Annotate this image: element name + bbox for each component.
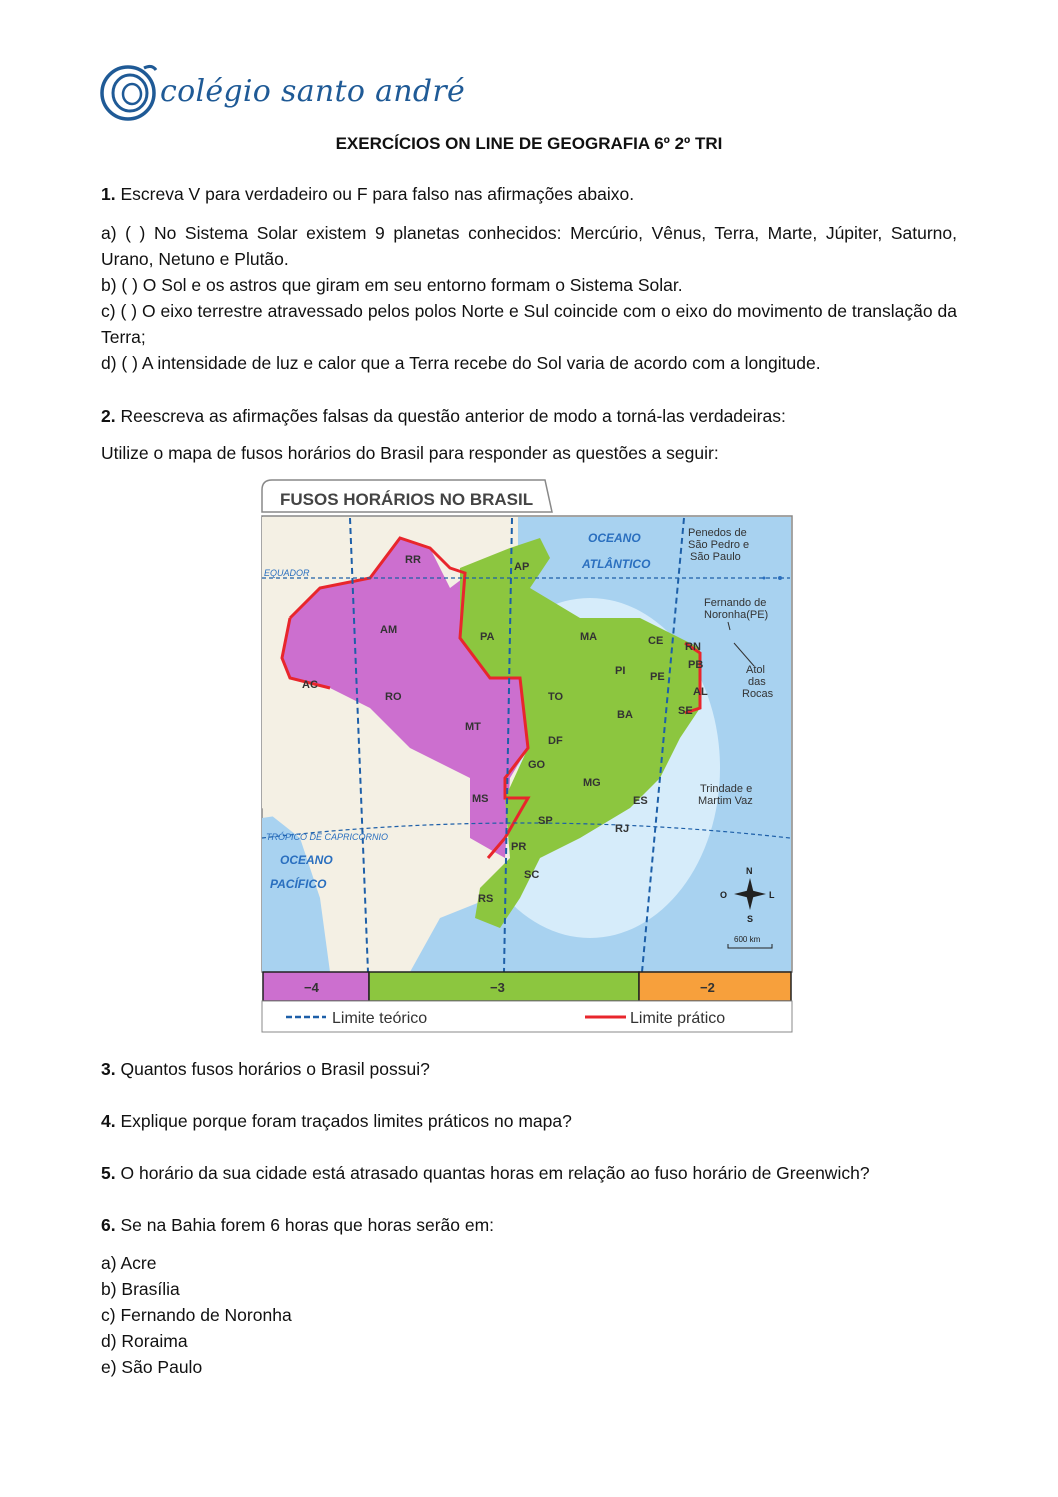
q1-item-d: d) ( ) A intensidade de luz e calor que a Terra recebe do Sol varia de acordo com a longitude. [101, 353, 821, 373]
q1-item-b: b) ( ) O Sol e os astros que giram em seu entorno formam o Sistema Solar. [101, 275, 683, 295]
state-label: RJ [615, 823, 630, 835]
state-label: ES [633, 795, 648, 807]
zone-label: −3 [490, 980, 505, 995]
q1-item-a: a) ( ) No Sistema Solar existem 9 planetas conhecidos: Mercúrio, Vênus, Terra, Marte, Júpiter, Saturno, Urano, Netuno e Plutão. [101, 223, 957, 269]
state-label: MT [465, 721, 481, 733]
state-label: AC [302, 679, 318, 691]
question-number: 6. [101, 1215, 116, 1235]
state-label: RO [385, 691, 402, 703]
question-text: Se na Bahia forem 6 horas que horas serão em: [120, 1215, 495, 1235]
state-label: AL [693, 686, 708, 698]
page-title: EXERCÍCIOS ON LINE DE GEOGRAFIA 6º 2º TRI [335, 134, 723, 153]
state-label: AM [380, 624, 398, 636]
svg-text:L: L [769, 890, 775, 900]
question-text: Reescreva as afirmações falsas da questão anterior de modo a torná-las verdadeiras: [120, 406, 786, 426]
question-2 [101, 403, 957, 429]
zone-legend-bar [263, 972, 791, 1001]
state-label: TO [548, 691, 564, 703]
question-5 [101, 1160, 957, 1186]
state-label: GO [528, 759, 546, 771]
question-text: Escreva V para verdadeiro ou F para falso nas afirmações abaixo. [120, 184, 635, 204]
question-6 [101, 1212, 957, 1238]
school-logo [100, 60, 466, 124]
ocean-label: ATLÂNTICO [582, 557, 651, 571]
state-label: PI [615, 665, 626, 677]
ocean-label: PACÍFICO [270, 877, 327, 891]
state-label: SC [524, 869, 540, 881]
question-4 [101, 1108, 957, 1134]
q6-item: d) Roraima [101, 1331, 188, 1351]
logo-swirl-icon [100, 60, 160, 124]
place-label: São Paulo [690, 551, 741, 563]
legend-theoretical: Limite teórico [332, 1010, 428, 1027]
question-number: 3. [101, 1059, 116, 1079]
svg-text:600 km: 600 km [734, 935, 761, 944]
state-label: RS [478, 893, 494, 905]
state-label: MA [580, 631, 598, 643]
state-label: MS [472, 793, 489, 805]
place-label: Noronha(PE) [704, 609, 769, 621]
state-label: PE [650, 671, 665, 683]
question-3 [101, 1056, 957, 1082]
place-label: São Pedro e [688, 539, 750, 551]
place-label: Atol [746, 664, 765, 676]
q6-item: e) São Paulo [101, 1357, 203, 1377]
state-label: RN [685, 641, 701, 653]
state-label: RR [405, 554, 421, 566]
state-label: PR [511, 841, 527, 853]
zone-label: −2 [700, 980, 715, 995]
state-label: SP [538, 815, 553, 827]
svg-text:N: N [746, 866, 753, 876]
place-label: Penedos de [688, 527, 747, 539]
legend-practical: Limite prático [630, 1010, 726, 1027]
question-number: 5. [101, 1163, 116, 1183]
state-label: MG [583, 777, 601, 789]
ocean-label: OCEANO [588, 531, 641, 545]
q6-item: c) Fernando de Noronha [101, 1305, 292, 1325]
map-title: FUSOS HORÁRIOS NO BRASIL [280, 490, 534, 509]
equator-label: EQUADOR [264, 568, 310, 578]
svg-text:S: S [747, 914, 754, 924]
question-text: Explique porque foram traçados limites práticos no mapa? [120, 1111, 572, 1131]
state-label: PB [688, 659, 704, 671]
question-number: 4. [101, 1111, 116, 1131]
place-label: Martim Vaz [698, 795, 753, 807]
state-label: CE [648, 635, 664, 647]
logo-text: colégio santo andré [160, 74, 466, 109]
question-text: O horário da sua cidade está atrasado quantas horas em relação ao fuso horário de Greenwich? [120, 1163, 870, 1183]
q1-item-c: c) ( ) O eixo terrestre atravessado pelos polos Norte e Sul coincide com o eixo do movimento de translação da Terra; [101, 301, 957, 347]
ocean-label: OCEANO [280, 853, 333, 867]
question-number: 2. [101, 406, 116, 426]
question-text: Quantos fusos horários o Brasil possui? [120, 1059, 430, 1079]
tropic-label: TRÓPICO DE CAPRICÓRNIO [266, 832, 389, 842]
place-label: Trindade e [700, 783, 753, 795]
svg-text:O: O [720, 890, 728, 900]
place-label: das [748, 676, 766, 688]
q6-item: a) Acre [101, 1253, 157, 1273]
state-label: AP [514, 561, 530, 573]
q6-item: b) Brasília [101, 1279, 180, 1299]
time-zone-map [260, 478, 794, 1034]
place-label: Fernando de [704, 597, 767, 609]
question-1 [101, 181, 957, 207]
state-label: PA [480, 631, 495, 643]
map-intro: Utilize o mapa de fusos horários do Brasil para responder as questões a seguir: [101, 443, 719, 463]
question-number: 1. [101, 184, 116, 204]
state-label: BA [617, 709, 633, 721]
place-label: Rocas [742, 688, 774, 700]
state-label: DF [548, 735, 563, 747]
zone-label: −4 [304, 980, 319, 995]
state-label: SE [678, 705, 693, 717]
